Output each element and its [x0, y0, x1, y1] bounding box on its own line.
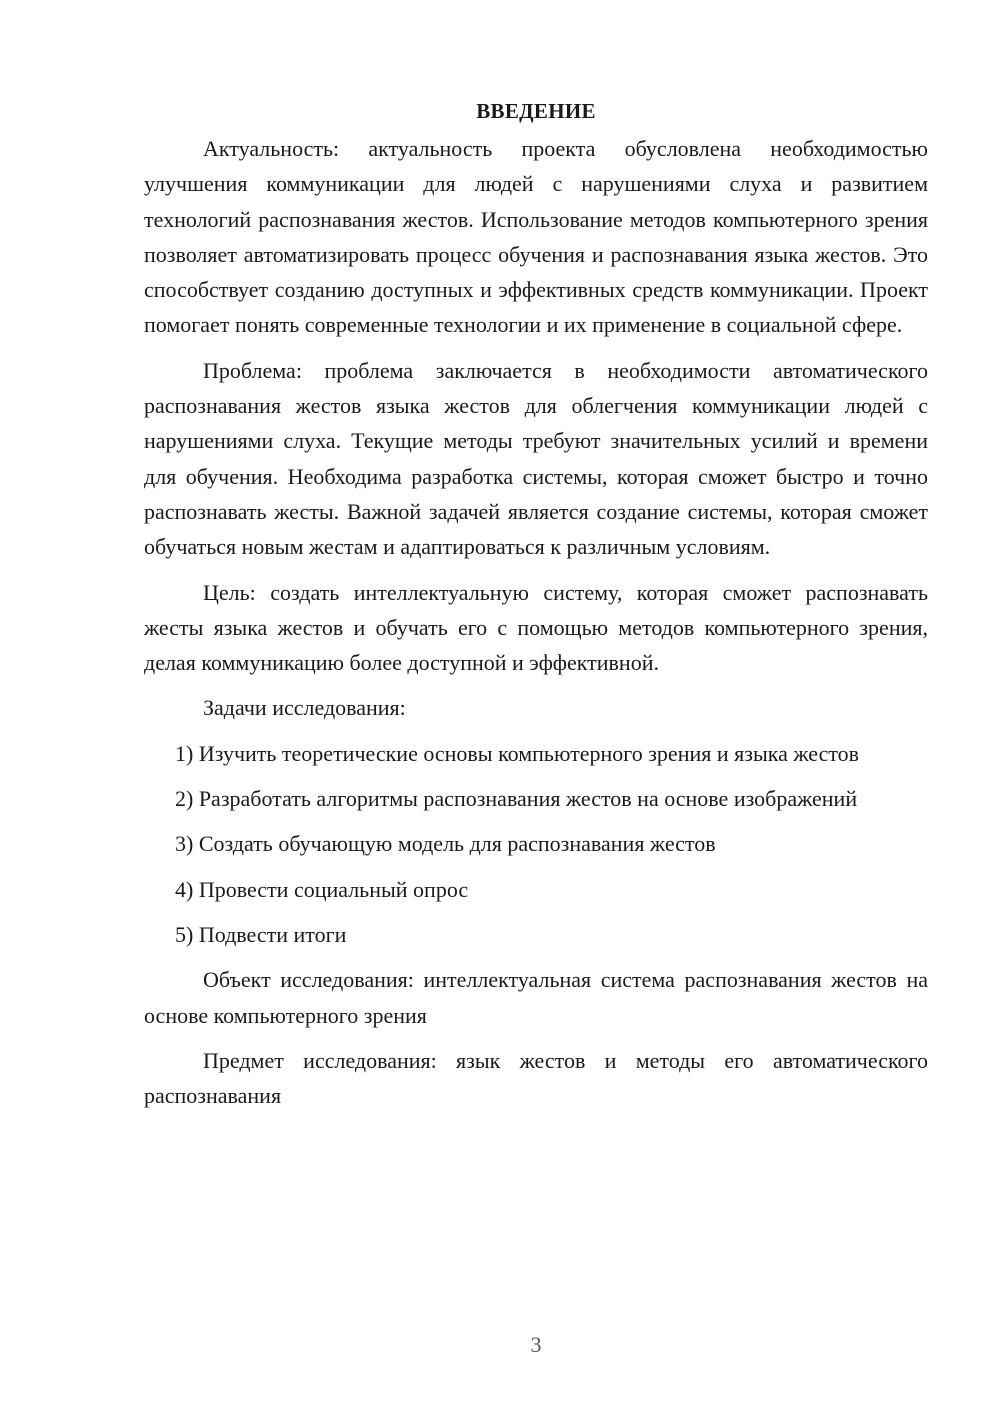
- paragraph-object: Объект исследования: интеллектуальная система распознавания жестов на основе компьютерного зрения: [144, 967, 928, 1028]
- page-content: [144, 93, 928, 1123]
- list-item: 3) Создать обучающую модель для распознавания жестов: [175, 831, 716, 857]
- paragraph-relevance: Актуальность: актуальность проекта обусловлена необходимостью улучшения коммуникации для людей с нарушениями слуха и развитием технологий распознавания жестов. Использование методов компьютерного зрения позволяет автоматизировать процесс обучения и распознавания языка жестов. Это способствует созданию доступных и эффективных средств коммуникации. Проект помогает понять современные технологии и их применение в социальной сфере.: [144, 136, 928, 338]
- page-title: ВВЕДЕНИЕ: [476, 99, 596, 123]
- tasks-heading: Задачи исследования:: [203, 695, 406, 721]
- list-item: 5) Подвести итоги: [175, 921, 347, 947]
- paragraph-goal: Цель: создать интеллектуальную систему, которая сможет распознавать жесты языка жестов и обучать его с помощью методов компьютерного зрения, делая коммуникацию более доступной и эффективной.: [144, 579, 928, 676]
- paragraph-subject: Предмет исследования: язык жестов и методы его автоматического распознавания: [144, 1047, 928, 1109]
- paragraph-problem: Проблема: проблема заключается в необходимости автоматического распознавания жестов языка жестов для облегчения коммуникации людей с нарушениями слуха. Текущие методы требуют значительных усилий и времени для обучения. Необходима разработка системы, которая сможет быстро и точно распознавать жесты. Важной задачей является создание системы, которая сможет обучаться новым жестам и адаптироваться к различным условиям.: [144, 357, 928, 560]
- tasks-list: [144, 736, 928, 952]
- list-item: 2) Разработать алгоритмы распознавания жестов на основе изображений: [175, 786, 858, 812]
- page-number: 3: [530, 1332, 542, 1357]
- list-item: 4) Провести социальный опрос: [175, 876, 469, 902]
- list-item: 1) Изучить теоретические основы компьютерного зрения и языка жестов: [175, 740, 860, 766]
